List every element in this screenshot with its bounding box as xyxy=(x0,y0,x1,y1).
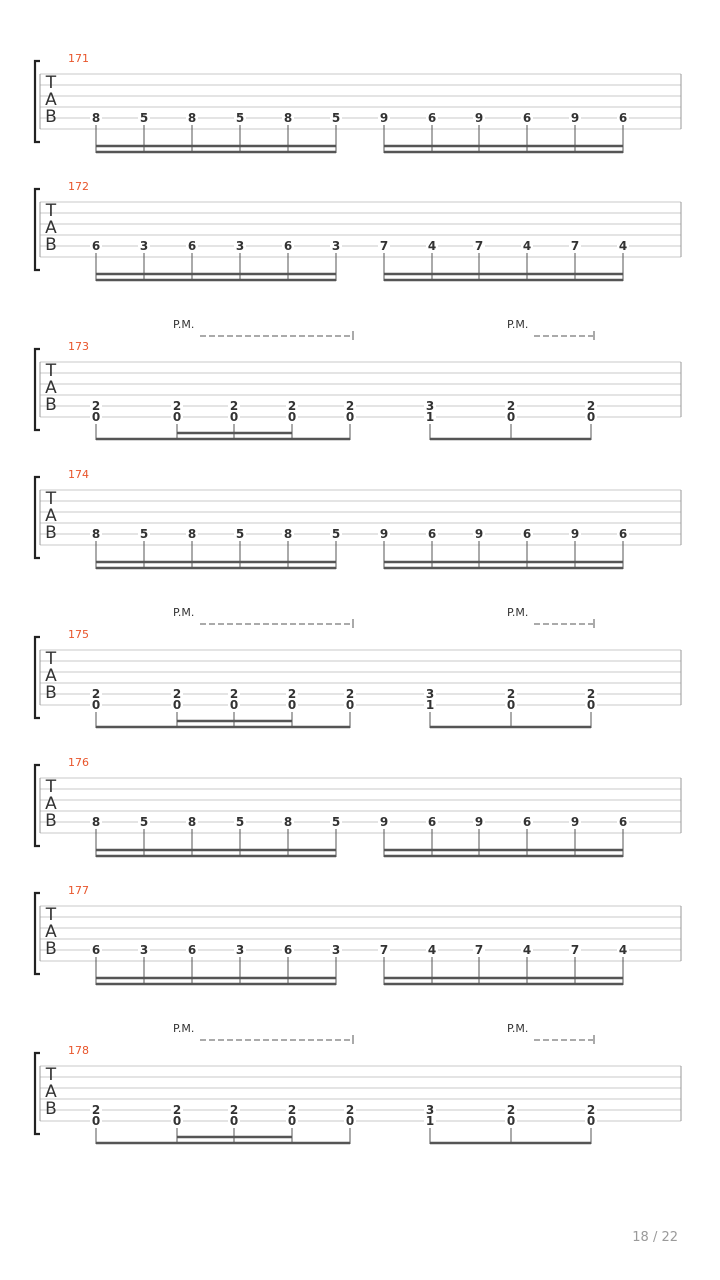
fret-number: 0 xyxy=(229,1114,239,1128)
fret-number: 0 xyxy=(287,1114,297,1128)
fret-number: 3 xyxy=(139,239,149,253)
fret-number: 7 xyxy=(570,239,580,253)
fret-number: 3 xyxy=(331,239,341,253)
fret-number: 0 xyxy=(506,410,516,424)
fret-number: 5 xyxy=(139,815,149,829)
fret-number: 0 xyxy=(586,410,596,424)
fret-number: 6 xyxy=(283,943,293,957)
fret-number: 7 xyxy=(379,239,389,253)
fret-number: 0 xyxy=(172,410,182,424)
fret-number: 3 xyxy=(425,1103,435,1117)
fret-number: 2 xyxy=(586,687,596,701)
fret-number: 3 xyxy=(235,239,245,253)
fret-number: 5 xyxy=(331,527,341,541)
fret-number: 0 xyxy=(91,1114,101,1128)
fret-number: 8 xyxy=(187,111,197,125)
palm-mute-label: P.M. xyxy=(507,1022,529,1035)
fret-number: 8 xyxy=(283,815,293,829)
fret-number: 7 xyxy=(570,943,580,957)
fret-number: 0 xyxy=(229,698,239,712)
fret-number: 2 xyxy=(345,1103,355,1117)
fret-number: 7 xyxy=(474,943,484,957)
tab-clef-letter: T xyxy=(45,361,57,381)
fret-number: 8 xyxy=(91,111,101,125)
tab-clef-letter: T xyxy=(45,73,57,93)
fret-number: 2 xyxy=(586,399,596,413)
fret-number: 2 xyxy=(229,399,239,413)
system-bracket xyxy=(35,893,40,974)
fret-number: 6 xyxy=(618,815,628,829)
fret-number: 6 xyxy=(618,111,628,125)
fret-number: 9 xyxy=(570,111,580,125)
fret-number: 0 xyxy=(506,1114,516,1128)
system-bracket xyxy=(35,477,40,558)
tab-clef-letter: B xyxy=(45,939,57,959)
fret-number: 6 xyxy=(618,527,628,541)
tab-clef-letter: A xyxy=(45,90,57,110)
system-bracket xyxy=(35,61,40,142)
tab-clef-letter: B xyxy=(45,1099,57,1119)
fret-number: 4 xyxy=(522,943,532,957)
tab-clef-letter: A xyxy=(45,922,57,942)
measure-number: 177 xyxy=(68,884,89,897)
fret-number: 2 xyxy=(345,687,355,701)
fret-number: 4 xyxy=(427,943,437,957)
fret-number: 7 xyxy=(379,943,389,957)
tab-clef-letter: B xyxy=(45,395,57,415)
tab-clef-letter: B xyxy=(45,107,57,127)
tab-clef-letter: T xyxy=(45,201,57,221)
fret-number: 0 xyxy=(345,698,355,712)
system-bracket xyxy=(35,349,40,430)
fret-number: 2 xyxy=(586,1103,596,1117)
fret-number: 3 xyxy=(425,687,435,701)
measure-number: 174 xyxy=(68,468,89,481)
fret-number: 0 xyxy=(586,1114,596,1128)
fret-number: 0 xyxy=(172,698,182,712)
tab-clef-letter: A xyxy=(45,666,57,686)
fret-number: 6 xyxy=(427,815,437,829)
fret-number: 5 xyxy=(235,527,245,541)
page-number: 18 / 22 xyxy=(632,1230,678,1245)
fret-number: 0 xyxy=(172,1114,182,1128)
fret-number: 6 xyxy=(427,111,437,125)
fret-number: 8 xyxy=(187,815,197,829)
fret-number: 6 xyxy=(522,527,532,541)
fret-number: 1 xyxy=(425,1114,435,1128)
fret-number: 0 xyxy=(287,410,297,424)
fret-number: 1 xyxy=(425,410,435,424)
fret-number: 9 xyxy=(379,527,389,541)
fret-number: 8 xyxy=(91,527,101,541)
fret-number: 3 xyxy=(235,943,245,957)
measure-number: 173 xyxy=(68,340,89,353)
fret-number: 1 xyxy=(425,698,435,712)
tab-clef-letter: A xyxy=(45,506,57,526)
fret-number: 9 xyxy=(379,815,389,829)
tab-clef-letter: T xyxy=(45,489,57,509)
fret-number: 2 xyxy=(287,399,297,413)
fret-number: 7 xyxy=(474,239,484,253)
fret-number: 0 xyxy=(287,698,297,712)
measure-number: 175 xyxy=(68,628,89,641)
fret-number: 2 xyxy=(506,399,516,413)
fret-number: 5 xyxy=(235,815,245,829)
measure-number: 171 xyxy=(68,52,89,65)
fret-number: 0 xyxy=(345,410,355,424)
palm-mute-label: P.M. xyxy=(173,606,195,619)
fret-number: 5 xyxy=(331,111,341,125)
palm-mute-label: P.M. xyxy=(507,606,529,619)
tab-clef-letter: B xyxy=(45,683,57,703)
palm-mute-label: P.M. xyxy=(173,1022,195,1035)
fret-number: 5 xyxy=(139,527,149,541)
fret-number: 2 xyxy=(91,687,101,701)
fret-number: 3 xyxy=(331,943,341,957)
fret-number: 6 xyxy=(522,111,532,125)
fret-number: 2 xyxy=(506,1103,516,1117)
tab-clef-letter: T xyxy=(45,905,57,925)
fret-number: 8 xyxy=(187,527,197,541)
palm-mute-label: P.M. xyxy=(173,318,195,331)
fret-number: 0 xyxy=(586,698,596,712)
tab-clef-letter: A xyxy=(45,794,57,814)
palm-mute-label: P.M. xyxy=(507,318,529,331)
fret-number: 9 xyxy=(379,111,389,125)
fret-number: 6 xyxy=(187,239,197,253)
tab-clef-letter: T xyxy=(45,777,57,797)
fret-number: 8 xyxy=(91,815,101,829)
fret-number: 4 xyxy=(618,239,628,253)
measure-number: 176 xyxy=(68,756,89,769)
fret-number: 2 xyxy=(287,687,297,701)
system-bracket xyxy=(35,189,40,270)
fret-number: 6 xyxy=(91,239,101,253)
fret-number: 6 xyxy=(522,815,532,829)
tab-clef-letter: T xyxy=(45,1065,57,1085)
fret-number: 2 xyxy=(172,687,182,701)
fret-number: 2 xyxy=(506,687,516,701)
tab-clef-letter: B xyxy=(45,235,57,255)
tab-clef-letter: B xyxy=(45,523,57,543)
fret-number: 8 xyxy=(283,527,293,541)
fret-number: 5 xyxy=(331,815,341,829)
fret-number: 2 xyxy=(287,1103,297,1117)
tab-clef-letter: A xyxy=(45,378,57,398)
fret-number: 0 xyxy=(91,698,101,712)
fret-number: 9 xyxy=(474,111,484,125)
fret-number: 0 xyxy=(506,698,516,712)
system-bracket xyxy=(35,1053,40,1134)
tab-clef-letter: A xyxy=(45,1082,57,1102)
fret-number: 2 xyxy=(229,1103,239,1117)
fret-number: 4 xyxy=(618,943,628,957)
fret-number: 0 xyxy=(229,410,239,424)
measure-number: 172 xyxy=(68,180,89,193)
fret-number: 9 xyxy=(474,815,484,829)
tab-clef-letter: A xyxy=(45,218,57,238)
fret-number: 9 xyxy=(570,815,580,829)
fret-number: 2 xyxy=(172,1103,182,1117)
fret-number: 2 xyxy=(91,1103,101,1117)
fret-number: 9 xyxy=(570,527,580,541)
fret-number: 8 xyxy=(283,111,293,125)
fret-number: 6 xyxy=(187,943,197,957)
fret-number: 0 xyxy=(91,410,101,424)
fret-number: 2 xyxy=(229,687,239,701)
fret-number: 5 xyxy=(235,111,245,125)
fret-number: 2 xyxy=(91,399,101,413)
fret-number: 2 xyxy=(345,399,355,413)
fret-number: 3 xyxy=(425,399,435,413)
measure-number: 178 xyxy=(68,1044,89,1057)
fret-number: 3 xyxy=(139,943,149,957)
tab-clef-letter: T xyxy=(45,649,57,669)
system-bracket xyxy=(35,637,40,718)
fret-number: 2 xyxy=(172,399,182,413)
fret-number: 0 xyxy=(345,1114,355,1128)
fret-number: 6 xyxy=(427,527,437,541)
fret-number: 4 xyxy=(522,239,532,253)
fret-number: 9 xyxy=(474,527,484,541)
fret-number: 4 xyxy=(427,239,437,253)
fret-number: 6 xyxy=(283,239,293,253)
fret-number: 6 xyxy=(91,943,101,957)
system-bracket xyxy=(35,765,40,846)
fret-number: 5 xyxy=(139,111,149,125)
tab-clef-letter: B xyxy=(45,811,57,831)
